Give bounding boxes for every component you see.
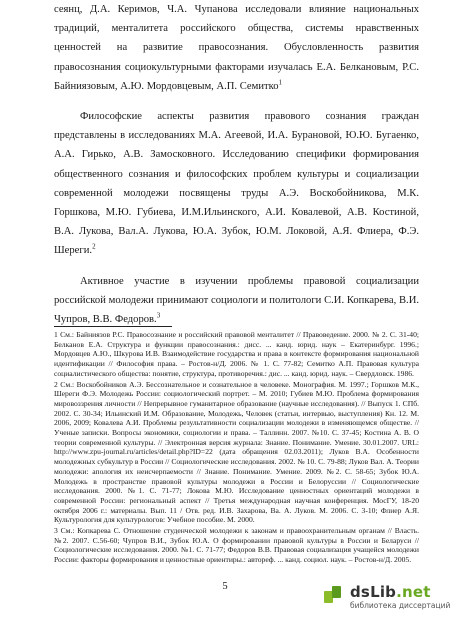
body-text [54,0,419,329]
dslib-watermark[interactable] [324,582,450,612]
footnote-3: 3 См.: Копкарева С. Отношение студенческой молодежи к законам и правоохранительным органам // Власть. №2. 2007. С.56-60; Чупров В.И., Зубок Ю.А. О формировании правовой культуры в России и Беларуси // Социологические исследования. 2000. №1. С. 71-77; Федоров В.В. Правовая социализация учащейся молодежи России: факторы формирования и ценностные ориентиры.: автореф. ... канд. социол. наук. – Ростов-н/Д. 2005. [54,526,419,565]
footnote-ref-2[interactable]: 2 [92,242,96,251]
footnotes [54,330,419,565]
paragraph-3: Активное участие в изучении проблемы правовой социализации российской молодежи принимают социологи и политологи С.И. Копкарева, В.И. Чупров, В.В. Федоров.$^3$ [54,275,419,326]
footnote-divider [54,326,172,327]
watermark-site-name: dsLib.net [350,583,431,601]
footnote-1: 1 См.: Байниязов Р.С. Правосознание и российский правовой менталитет // Правоведение. 2000. № 2. С. 31-40; Белканов Е.А. Структура и функции правосознания.: дисс. ... канд. юрид. наук – Екатеринбург. 1996.; Мордовцев А.Ю., Шкурова И.В. Взаимодействие государства и права в контексте формирования национальной идентификации // Философия права. – Ростов-н/Д. 2006. № 1. С. 77-82; Семитко А.П. Правовая культура социалистического общества: понятие, структура, противоречия.: дис. ... канд. юрид. наук. – Свердловск. 1986. [54,330,419,378]
paragraph-2: Философские аспекты развития правового сознания граждан представлены в исследованиях М.А. Агеевой, И.А. Бурановой, Ю.Ю. Бугаенко, А.А. Гирько, А.В. Замосковного. Исследованию специфики формирования общественного сознания и философских проблем культуры и социализации современной молодежи посвящены труды А.Э. Воскобойникова, М.К. Горшкова, М.Ю. Губиева, И.М.Ильинского, А.И. Ковалевой, А.В. Костиной, В.А. Лукова, Вал.А. Лукова, Ю.А. Зубок, Ю.М. Локовой, А.Я. Флиера, Ф.Э. Шереги.$^2$ [54,111,419,257]
books-logo-icon [324,586,348,604]
footnote-2: 2 См.: Воскобойников А.Э. Бессознательное и сознательное в человеке. Монография. М. 1997.; Горшков М.К., Шереги Ф.Э. Молодежь России: социологический портрет. – М. 2010; Губиев М.Ю. Проблема формирования мировоззрения личности // Непрерывное гуманитарное образование (научные исследования). // Выпуск 1. СПб. 2002. С. 30-34; Ильинский И.М. Образование, Молодежь, Человек (статьи, интервью, выступления) Кн. 12. М. 2006, 2009; Ковалева А.И. Проблемы результативности социализации молодежи в изменяющемся обществе. // Ученые записки. Вопросы экономики, социологии и права. – Таллинн. 2007. №10. С. 37-45; Костина А. В. О теории современной культуры. // Электронная версия журнала: Знание. Понимание. Умение. 30.01.2007. URL: http://www.zpu-journal.ru/articles/detail.php?ID=22 (дата обращения 02.03.2011); Луков В.А. Особенности молодежных субкультур в России // Социологические исследования. 2002. № 10. С. 79-88; Луков Вал. А. Теории молодежи: апология их неисчерпаемости // Знание. Понимание. Умение. 2009. №2. С. 58-65; Зубок Ю.А. Молодежь в пространстве правовой культуры молодежи в России и Белоруссии // Социологические исследования. 2000. №1. С. 71-77; Локова М.Ю. Исследование ценностных ориентаций молодежи в современной России: региональный аспект // Третья международная научная конференция. МосГУ, 18-20 октября 2006 г.: материалы. Вып. 11 / Отв. ред. И.В. Захарова, Ва. А. Луков. М. 2006. С. 3-10; Флиер А.Я. Культурология для культурологов: Учебное пособие. М. 2000. [54,379,419,525]
footnote-ref-3[interactable]: 3 [156,311,161,320]
footnote-ref-1[interactable]: 1 [278,78,283,87]
watermark-subtitle: библиотека диссертаций [350,601,450,610]
page-number: 5 [222,581,228,592]
paragraph-1: сеянц, Д.А. Керимов, Ч.А. Чупанова исследовали влияние национальных традиций, менталитета российского общества, системы нравственных ценностей на развитие правосознания. Обусловленность развития правосознания социокультурными факторами изучалась Е.А. Белкановым, Р.С. Байниязовым, А.Ю. Мордовцевым, А.П. Семитко$^1$ [54,4,419,92]
